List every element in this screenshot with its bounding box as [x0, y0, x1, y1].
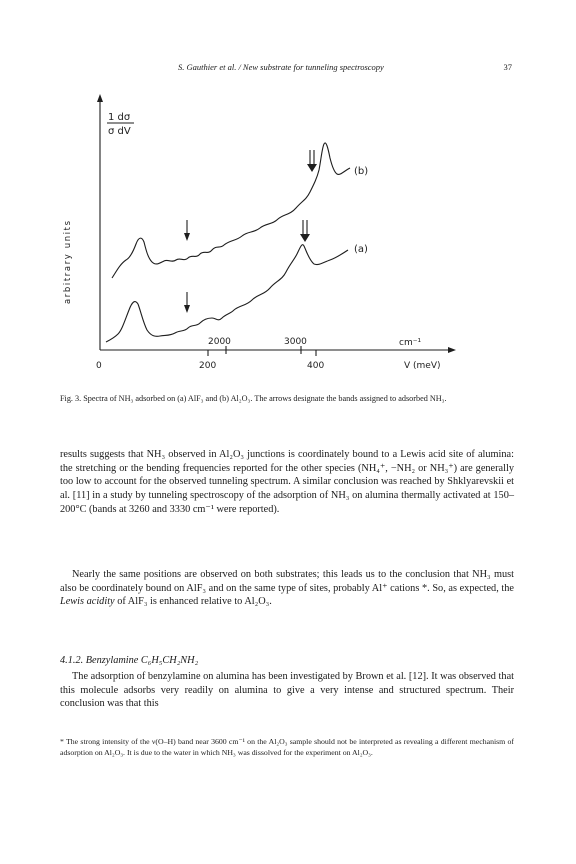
paragraph-1: results suggests that NH₃ observed in Al₂O₃ junctions is coordinately bound to a Lewis acid site of alumina: the stretching or the bending frequencies reported for the other species (NH₄⁺, −NH₂ or NH₃⁺) are generally too low to account for the observed tunneling spectrum. A similar conclusion was reached by Shklyarevskii et al. [11] in a study by tunneling spectroscopy of the adsorption of NH₃ on alumina thermally activated at 150–200°C (bands at 3260 and 3330 cm⁻¹ were reported). [60, 449, 514, 515]
paragraph-2 [60, 568, 514, 609]
wavenumber-tick-2000: 2000 [208, 337, 231, 347]
voltage-tick-400: 400 [307, 361, 325, 371]
section-heading: 4.1.2. Benzylamine C₆H₅CH₂NH₂ [60, 655, 199, 666]
paragraph-3-text: The adsorption of benzylamine on alumina has been investigated by Brown et al. [12]. It was observed that this molecule adsorbs very readily on alumina to give a very intense and structured spectrum. Their conclusion was that this [60, 671, 514, 710]
figure-caption: Fig. 3. Spectra of NH₃ adsorbed on (a) AlF₃ and (b) Al₂O₃. The arrows designate the bands assigned to adsorbed NH₃. [60, 394, 447, 403]
voltage-tick-200: 200 [199, 361, 217, 371]
y-axis-label: arbitrary units [63, 219, 73, 304]
curve-label-b: (b) [354, 166, 369, 177]
paragraph-3 [60, 670, 514, 711]
voltage-tick-0: 0 [96, 361, 102, 371]
double-arrow-a-head [300, 234, 310, 242]
y-formula-top: 1 dσ [108, 112, 131, 123]
voltage-unit: V (meV) [404, 361, 441, 371]
page-number: 37 [503, 62, 512, 72]
running-title: S. Gauthier et al. / New substrate for tunneling spectroscopy [178, 62, 384, 72]
y-axis-arrowhead [97, 94, 103, 102]
footnote: * The strong intensity of the ν(O–H) band near 3600 cm⁻¹ on the Al₂O₃ sample should not be interpreted as revealing a different mechanism of adsorption on Al₂O₃. It is due to the water in which NH₃ was dissolved for the experiment on Al₂O₃. [60, 737, 514, 757]
wavenumber-tick-3000: 3000 [284, 337, 307, 347]
double-arrow-b-head [307, 164, 317, 172]
curve-label-a: (a) [354, 244, 368, 255]
wavenumber-unit: cm⁻¹ [399, 338, 422, 348]
arrow-b-head [184, 233, 190, 241]
y-formula-bottom: σ dV [108, 126, 131, 137]
x-axis-arrowhead [448, 347, 456, 353]
paragraph-2-text-b: of AlF₃ is enhanced relative to Al₂O₃. [114, 596, 272, 608]
paragraph-2-text-a: Nearly the same positions are observed on both substrates; this leads us to the conclusion that NH₃ must also be coordinately bound on AlF₃ and on the same type of sites, probably Al⁺ cations *. So, as expected, the [60, 569, 514, 594]
page-header [60, 62, 516, 76]
spectra-plot [54, 92, 474, 384]
figure-3 [54, 92, 474, 384]
arrow-a-head [184, 305, 190, 313]
curve-a [106, 245, 348, 342]
lewis-acidity-emphasis: Lewis acidity [60, 596, 115, 608]
